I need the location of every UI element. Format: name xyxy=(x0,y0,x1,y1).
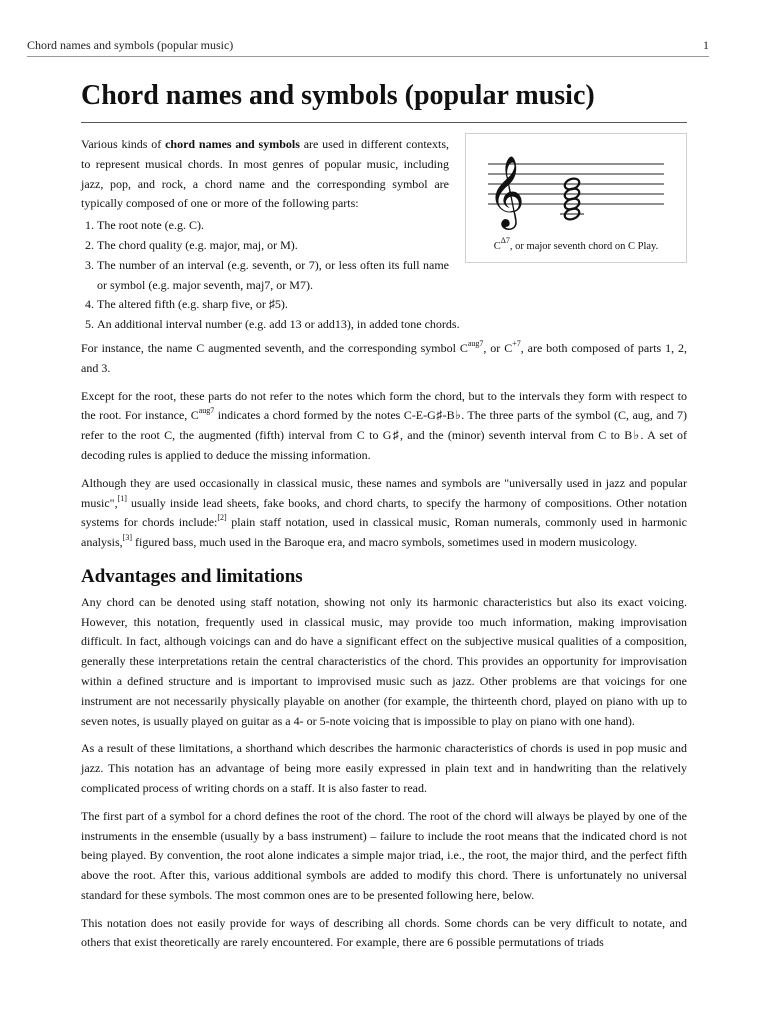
article-body xyxy=(81,78,687,961)
section-paragraph: This notation does not easily provide for ways of describing all chords. Some chords can be very difficult to notate, and others that exist theoretically are rarely encountered. For example, there are 6 possible permutations of triads xyxy=(81,915,687,950)
list-item: 4. The altered fifth (e.g. sharp five, or ♯5). xyxy=(97,295,687,315)
list-item: 3. The number of an interval (e.g. seventh, or 7), or less often its full name or symbol (e.g. major seventh, maj7, or M7). xyxy=(97,256,687,296)
instance-paragraph: For instance, the name C augmented seventh, and the corresponding symbol $C^{aug7}$, or $C^{+7}$, are both composed of parts 1, 2, and 3. xyxy=(81,338,688,375)
root-paragraph: Except for the root, these parts do not refer to the notes which form the chord, but to the intervals they form with respect to the root. For instance, $C^{aug7}$ indicates a chord formed by the notes C-E-G♯-B♭. The three parts of the symbol (C, aug, and 7) refer to the root C, the augmented (fifth) interval from C to G♯, and the (minor) seventh interval from C to B♭. A set of decoding rules is applied to deduce the missing information. xyxy=(81,388,688,462)
header-divider xyxy=(27,56,709,57)
citation-link[interactable]: [3] xyxy=(122,533,132,543)
list-item: 5. An additional interval number (e.g. add 13 or add13), in added tone chords. xyxy=(97,315,687,335)
intro-paragraph: Various kinds of chord names and symbols are used in different contexts, to represent musical chords. In most genres of popular music, including jazz, pop, and rock, a chord name and the corresponding symbol are typically composed of one or more of the following parts: xyxy=(81,137,449,211)
citation-link[interactable]: [2] xyxy=(217,513,227,523)
term-chord-names: chord names and symbols xyxy=(165,137,300,151)
section-paragraph: As a result of these limitations, a shorthand which describes the harmonic characteristics of chords is used in pop music and jazz. This notation has an advantage of being more easily expressed in plain text and in handwriting than the relatively complicated process of writing chords on a staff. It is also faster to read. xyxy=(81,741,687,795)
citation-link[interactable]: [1] xyxy=(117,493,127,503)
staff-notation-image xyxy=(480,142,670,232)
article-title: Chord names and symbols (popular music) xyxy=(81,78,687,123)
page-number: 1 xyxy=(703,38,709,52)
section-paragraph: Any chord can be denoted using staff notation, showing not only its harmonic characteristics but also its exact voicing. However, this notation, frequently used in classical music, may provide too much information, making improvisation difficult. In fact, although voicings can and do have a significant effect on the subjective musical qualities of a composition, generally these interpretations retain the central characteristics of the chord. This provides an opportunity for improvisation within a defined structure and is important to improvised music such as jazz. Other problems are that voicings for one instrument are not necessarily physically playable on another (for example, the thirteenth chord, played on piano with up to seven notes, is usually played on guitar as a 4- or 5-note voicing that is impossible to play on piano with one hand). xyxy=(81,594,687,728)
chord-figure xyxy=(465,133,687,263)
list-item: 1. The root note (e.g. C). xyxy=(97,216,687,236)
section-paragraph: The first part of a symbol for a chord defines the root of the chord. The root of the chord will always be played by one of the instruments in the ensemble (usually by a bass instrument) – failure to include the root means that the indicated chord is not being played. By convention, the root alone indicates a simple major triad, i.e., the root, the major third, and the perfect fifth above the root. After this, various additional symbols are added to modify this chord. There is unfortunately no universal standard for these symbols. The most common ones are to be presented following here, below. xyxy=(81,808,687,902)
chord-notes xyxy=(560,177,584,222)
treble-clef-icon: 𝄞 xyxy=(488,154,525,227)
section-heading: Advantages and limitations xyxy=(81,565,303,587)
running-header-title: Chord names and symbols (popular music) xyxy=(27,38,234,52)
usage-paragraph: Although they are used occasionally in classical music, these names and symbols are "universally used in jazz and popular music",[1] usually inside lead sheets, fake books, and chord charts, to specify the harmony of compositions. Other notation systems for chords include:[2] plain staff notation, used in classical music, Roman numerals, commonly used in harmonic analysis,[3] figured bass, much used in the Baroque era, and macro symbols, sometimes used in modern musicology. xyxy=(81,475,687,550)
running-header xyxy=(27,38,709,53)
list-item: 2. The chord quality (e.g. major, maj, or M). xyxy=(97,236,687,256)
figure-caption: $C^{\Delta 7}$, or major seventh chord on C Play. xyxy=(493,236,659,252)
